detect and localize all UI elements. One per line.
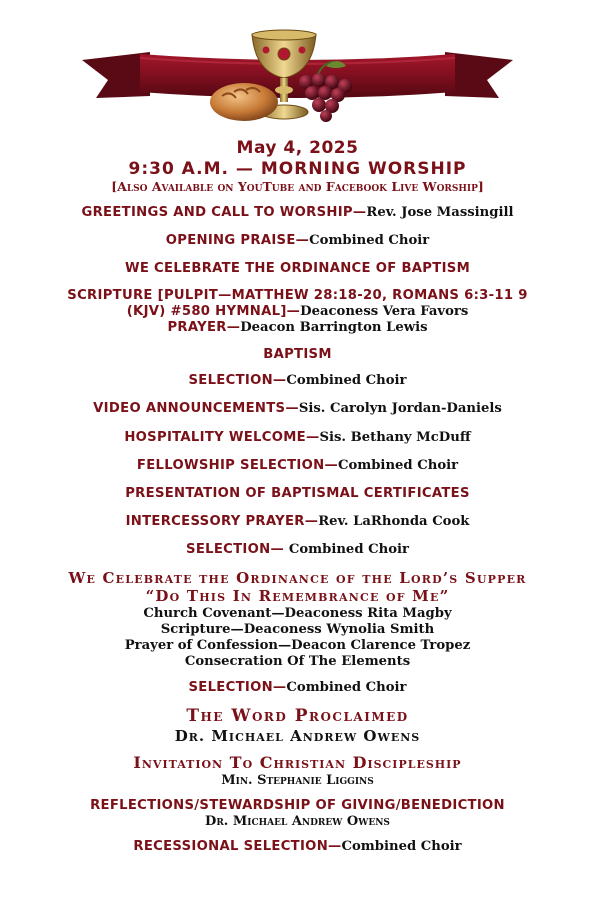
item-label: SELECTION— — [188, 373, 287, 389]
item-participant: Combined Choir — [288, 541, 409, 557]
service-time-title: 9:30 A.M. — MORNING WORSHIP — [128, 158, 467, 179]
program-item-recessional — [0, 839, 595, 855]
invitation-speaker: Min. Stephanie Liggins — [221, 772, 374, 788]
bread-loaf-icon — [210, 83, 278, 121]
invitation-heading: Invitation To Christian Discipleship — [133, 753, 462, 773]
program-item-scripture-line2 — [0, 304, 595, 320]
item-label: PRAYER— — [167, 320, 241, 336]
item-label: RECESSIONAL SELECTION— — [133, 839, 342, 855]
item-label: SELECTION— — [188, 680, 287, 695]
item-participant: Combined Choir — [341, 839, 462, 855]
item-label: FELLOWSHIP SELECTION— — [136, 457, 338, 473]
item-participant: Combined Choir — [286, 373, 407, 389]
item-label: PRESENTATION OF BAPTISMAL CERTIFICATES — [125, 485, 470, 501]
program-item-reflections — [0, 798, 595, 814]
item-participant: Rev. Jose Massingill — [366, 204, 514, 220]
item-label: HOSPITALITY WELCOME— — [124, 429, 320, 445]
program-item-selection-1 — [0, 373, 595, 389]
church-covenant: Church Covenant—Deaconess Rita Magby — [143, 605, 452, 621]
item-label: GREETINGS AND CALL TO WORSHIP— — [81, 204, 367, 220]
item-participant: Combined Choir — [337, 457, 459, 473]
item-label: (KJV) #580 HYMNAL]— — [126, 304, 301, 320]
item-label: BAPTISM — [263, 347, 332, 363]
program-item-prayer — [0, 320, 595, 336]
item-participant: Deaconess Vera Favors — [300, 304, 469, 320]
word-speaker: Dr. Michael Andrew Owens — [174, 726, 421, 745]
baptism-heading — [0, 261, 595, 277]
service-date: May 4, 2025 — [236, 138, 359, 158]
item-participant: Deacon Barrington Lewis — [240, 320, 428, 336]
communion-banner — [0, 0, 595, 135]
prayer-of-confession: Prayer of Confession—Deacon Clarence Tropez — [124, 637, 471, 653]
program-item-baptism — [0, 347, 595, 363]
item-label: INTERCESSORY PRAYER— — [125, 513, 319, 529]
livestream-note: [Also Available on YouTube and Facebook Live Worship] — [111, 179, 484, 195]
program-item-video-announcements — [0, 401, 595, 417]
program-item-scripture-line1 — [0, 288, 595, 304]
item-participant: Combined Choir — [309, 232, 430, 248]
program-item-selection-2 — [0, 542, 595, 558]
program-item-greetings — [0, 205, 595, 221]
program-item-intercessory-prayer — [0, 514, 595, 530]
word-proclaimed-heading: The Word Proclaimed — [186, 706, 409, 727]
reflections-speaker: Dr. Michael Andrew Owens — [205, 813, 390, 829]
item-participant: Sis. Carolyn Jordan-Daniels — [298, 401, 502, 417]
item-label: SELECTION— — [186, 541, 289, 557]
item-participant: Sis. Bethany McDuff — [319, 429, 471, 445]
item-participant: Rev. LaRhonda Cook — [318, 513, 470, 529]
item-label: OPENING PRAISE— — [165, 232, 310, 248]
lords-supper-quote: “Do This In Remembrance of Me” — [145, 587, 450, 606]
program-item-selection-3 — [0, 680, 595, 696]
program-item-opening-praise — [0, 233, 595, 249]
heading-text: WE CELEBRATE THE ORDINANCE OF BAPTISM — [125, 260, 470, 276]
consecration-elements: Consecration Of The Elements — [184, 653, 411, 669]
item-label: VIDEO ANNOUNCEMENTS— — [93, 401, 299, 417]
item-label: REFLECTIONS/STEWARDSHIP OF GIVING/BENEDICTION — [90, 797, 505, 813]
program-item-fellowship — [0, 458, 595, 474]
item-label: SCRIPTURE [PULPIT—MATTHEW 28:18-20, ROMANS 6:3-11 9 — [67, 288, 528, 303]
item-participant: Combined Choir — [286, 680, 407, 695]
worship-program — [0, 138, 595, 856]
program-item-certificates — [0, 486, 595, 502]
supper-scripture: Scripture—Deaconess Wynolia Smith — [160, 621, 435, 637]
lords-supper-heading: We Celebrate the Ordinance of the Lord’s Supper — [68, 569, 527, 588]
program-item-hospitality — [0, 430, 595, 446]
